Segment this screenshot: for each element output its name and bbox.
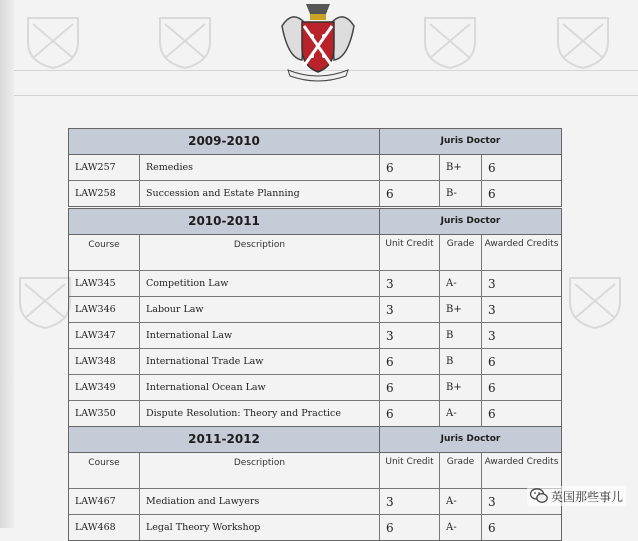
course-code: LAW345 [69,271,140,296]
course-description: Succession and Estate Planning [140,181,380,206]
transcript-section-2011-2012 [68,426,562,541]
course-description: Labour Law [140,297,380,322]
course-description: Remedies [140,155,380,180]
grade: B [440,323,482,348]
awarded-credits: 3 [488,302,496,317]
wechat-icon [530,488,548,504]
program-name: Juris Doctor [440,216,501,226]
unit-credit: 6 [380,401,440,426]
header-course: Course [69,235,140,270]
header-grade: Grade [440,235,482,270]
grade: B+ [440,297,482,322]
column-header-row [69,453,561,489]
grade: B+ [440,155,482,180]
column-header-row [69,235,561,271]
program-name: Juris Doctor [440,136,501,146]
grade: A- [440,489,482,514]
unit-credit: 6 [380,515,440,540]
academic-year: 2009-2010 [69,129,380,154]
academic-year: 2011-2012 [69,427,380,452]
watermark-crest-icon [150,10,220,70]
watermark-crest-icon [560,270,630,330]
awarded-credits: 6 [488,354,496,369]
header-unit-credit: Unit Credit [380,235,440,270]
page-left-edge [0,0,14,528]
course-description: International Law [140,323,380,348]
unit-credit: 3 [380,297,440,322]
watermark-crest-icon [548,10,618,70]
course-description: Mediation and Lawyers [140,489,380,514]
transcript-section-2009-2010 [68,128,562,207]
grade: B- [440,181,482,206]
table-row [69,323,561,349]
awarded-credits: 6 [488,186,496,201]
header-unit-credit: Unit Credit [380,453,440,488]
section-header [69,209,561,235]
awarded-credits: 6 [488,160,496,175]
header-grade: Grade [440,453,482,488]
unit-credit: 6 [380,375,440,400]
header-course: Course [69,453,140,488]
course-description: International Trade Law [140,349,380,374]
awarded-credits: 3 [488,328,496,343]
program-name: Juris Doctor [440,434,501,444]
awarded-credits: 6 [488,520,496,535]
awarded-credits: 3 [488,494,496,509]
table-row [69,375,561,401]
header-description: Description [140,235,380,270]
unit-credit: 3 [380,323,440,348]
awarded-credits: 6 [488,380,496,395]
transcript-section-2010-2011 [68,208,562,427]
course-description: International Ocean Law [140,375,380,400]
unit-credit: 3 [380,271,440,296]
section-header [69,129,561,155]
watermark-crest-icon [18,10,88,70]
university-coat-of-arms [276,0,360,82]
header-awarded-credits: Awarded Credits [484,457,559,467]
header-description: Description [140,453,380,488]
paper-line [14,95,638,96]
course-code: LAW467 [69,489,140,514]
awarded-credits: 6 [488,406,496,421]
grade: B+ [440,375,482,400]
course-code: LAW349 [69,375,140,400]
awarded-credits: 3 [488,276,496,291]
table-row [69,181,561,206]
course-description: Legal Theory Workshop [140,515,380,540]
academic-year: 2010-2011 [69,209,380,234]
course-code: LAW346 [69,297,140,322]
course-code: LAW347 [69,323,140,348]
course-code: LAW348 [69,349,140,374]
course-description: Dispute Resolution: Theory and Practice [140,401,380,426]
watermark-text: 英国那些事儿 [550,489,623,504]
unit-credit: 6 [380,181,440,206]
course-code: LAW257 [69,155,140,180]
course-code: LAW258 [69,181,140,206]
table-row [69,271,561,297]
table-row [69,297,561,323]
source-watermark [527,486,626,506]
header-awarded-credits: Awarded Credits [484,239,559,249]
section-header [69,427,561,453]
watermark-crest-icon [415,10,485,70]
grade: A- [440,401,482,426]
course-code: LAW468 [69,515,140,540]
unit-credit: 3 [380,489,440,514]
course-code: LAW350 [69,401,140,426]
table-row [69,349,561,375]
grade: A- [440,515,482,540]
unit-credit: 6 [380,155,440,180]
grade: B [440,349,482,374]
unit-credit: 6 [380,349,440,374]
course-description: Competition Law [140,271,380,296]
grade: A- [440,271,482,296]
table-row [69,155,561,181]
table-row [69,401,561,426]
table-row [69,489,561,515]
